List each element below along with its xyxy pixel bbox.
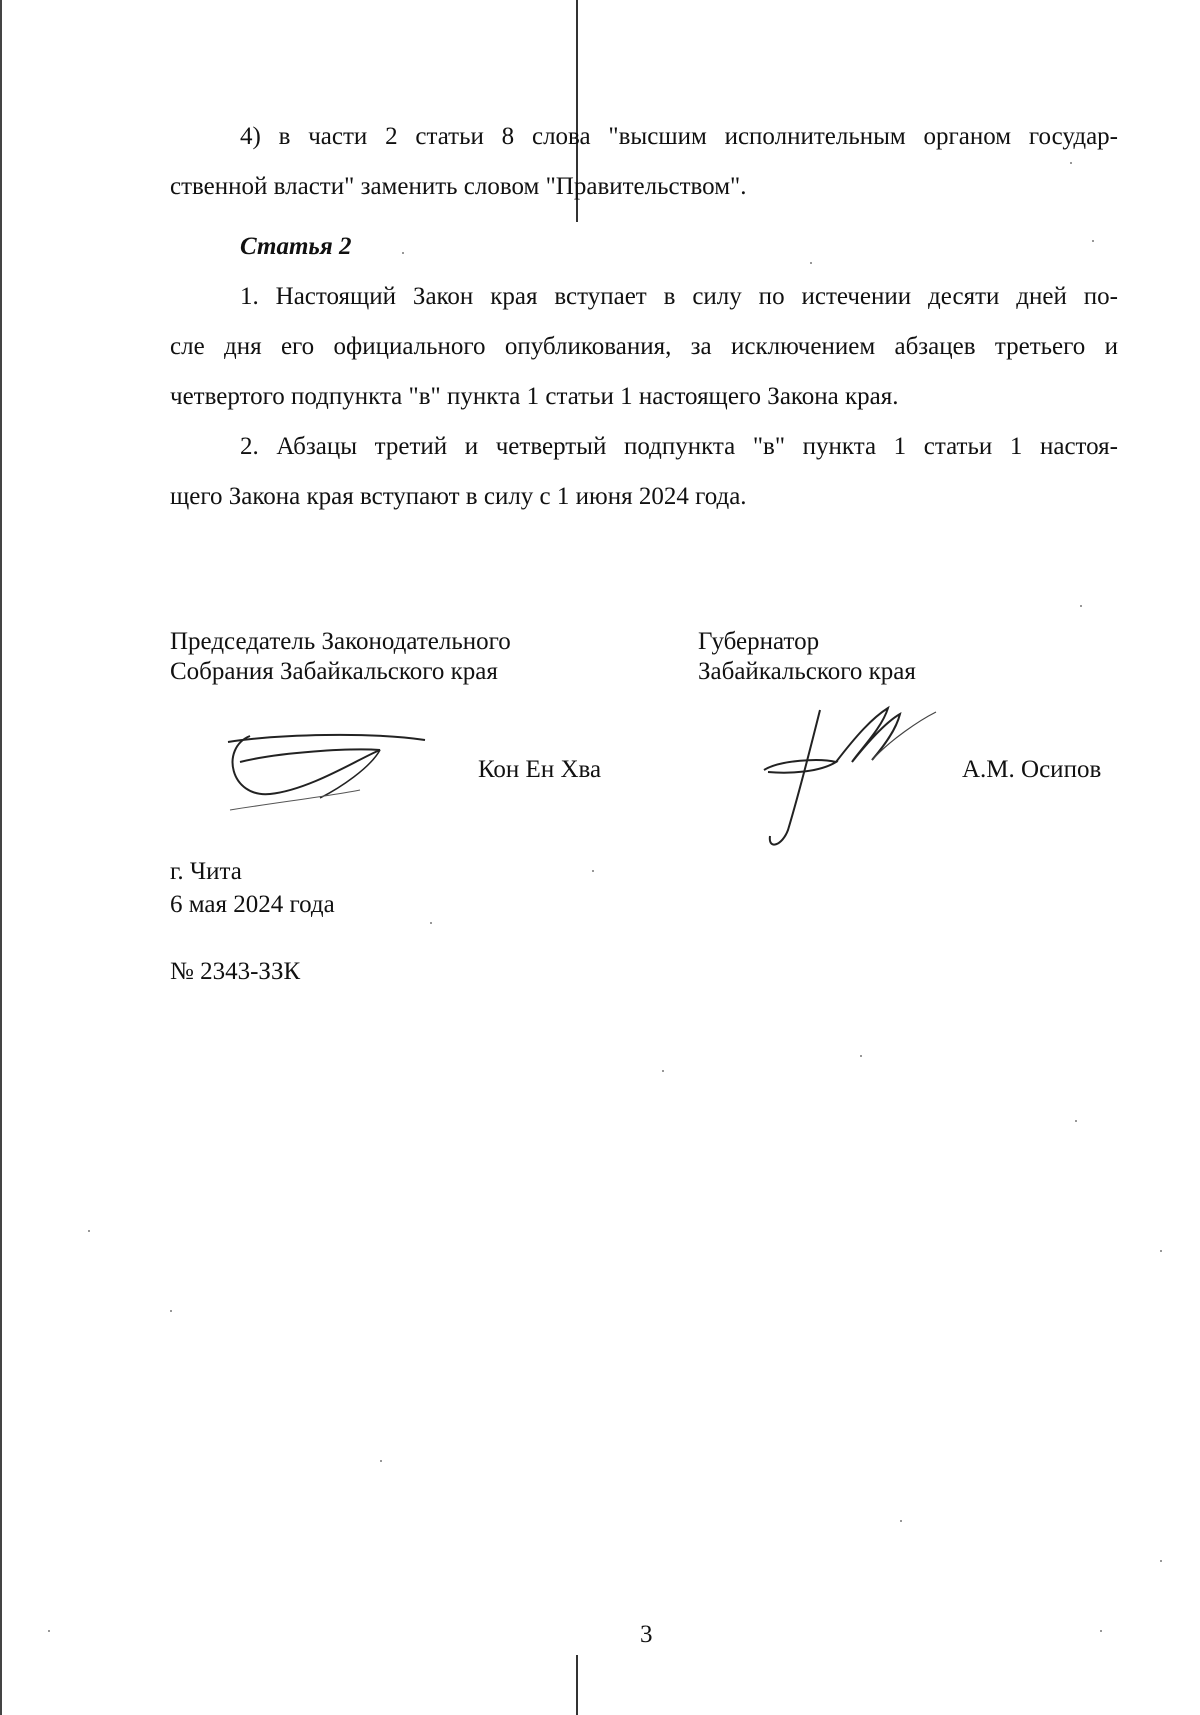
right-signatory-title-line1: Губернатор	[698, 628, 820, 655]
left-signatory-name: Кон Ен Хва	[478, 756, 602, 783]
city: г. Чита	[170, 858, 242, 885]
right-signatory-title-line2: Забайкальского края	[698, 658, 916, 685]
date: 6 мая 2024 года	[170, 891, 335, 918]
article2-p2-line1: 2. Абзацы третий и четвертый подпункта "в" пункта 1 статьи 1 настоя-	[240, 433, 1118, 460]
article2-p2-line2: щего Закона края вступают в силу с 1 июня 2024 года.	[170, 483, 747, 510]
scan-noise-dot	[1080, 605, 1082, 607]
law-number: № 2343-ЗЗК	[170, 958, 301, 985]
scan-artifact-line	[576, 1655, 578, 1715]
page-number: 3	[640, 1621, 653, 1648]
scan-noise-dot	[1075, 1120, 1077, 1122]
left-signatory-title-line1: Председатель Законодательного	[170, 628, 511, 655]
scan-noise-dot	[1092, 240, 1094, 242]
scan-noise-dot	[592, 870, 594, 872]
scan-noise-dot	[170, 1310, 172, 1312]
scan-noise-dot	[662, 1070, 664, 1072]
right-signature	[760, 700, 940, 850]
left-signatory-title-line2: Собрания Забайкальского края	[170, 658, 498, 685]
scan-noise-dot	[402, 252, 404, 254]
scan-noise-dot	[1160, 1560, 1162, 1562]
scan-noise-dot	[380, 1460, 382, 1462]
left-signature	[220, 728, 430, 818]
scan-noise-dot	[430, 922, 432, 924]
scan-noise-dot	[1160, 1250, 1162, 1252]
scan-noise-dot	[88, 1230, 90, 1232]
scan-edge	[0, 0, 2, 1715]
item4-line1: 4) в части 2 статьи 8 слова "высшим исполнительным органом государ-	[240, 123, 1118, 150]
scan-noise-dot	[900, 1520, 902, 1522]
article2-p1-line1: 1. Настоящий Закон края вступает в силу по истечении десяти дней по-	[240, 283, 1118, 310]
article2-p1-line3: четвертого подпункта "в" пункта 1 статьи 1 настоящего Закона края.	[170, 383, 899, 410]
scan-noise-dot	[1070, 162, 1072, 164]
scan-noise-dot	[860, 1055, 862, 1057]
right-signatory-name: А.М. Осипов	[962, 756, 1102, 783]
scan-noise-dot	[1100, 1630, 1102, 1632]
item4-line2: ственной власти" заменить словом "Правительством".	[170, 173, 747, 200]
article2-p1-line2: сле дня его официального опубликования, за исключением абзацев третьего и	[170, 333, 1118, 360]
article-heading: Статья 2	[240, 233, 352, 260]
scan-noise-dot	[48, 1630, 50, 1632]
scan-noise-dot	[810, 262, 812, 264]
